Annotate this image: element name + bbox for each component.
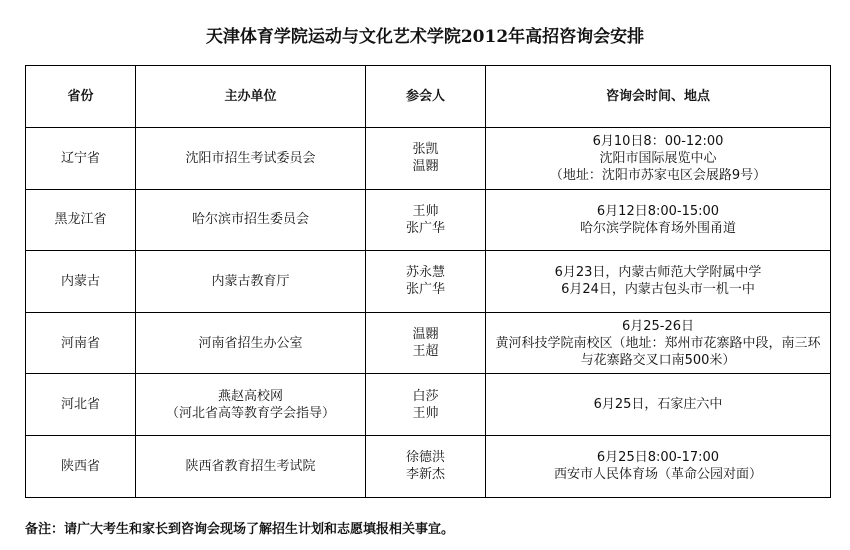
detail-line: 哈尔滨学院体育场外围甬道 xyxy=(579,220,736,236)
header-organizer: 主办单位 xyxy=(136,66,366,128)
detail-line: （地址：沈阳市苏家屯区会展路9号） xyxy=(549,167,767,183)
detail-line: 6月10日8：00-12:00 xyxy=(592,133,724,149)
attendees-cell xyxy=(366,435,486,497)
organizer-line: 哈尔滨市招生委员会 xyxy=(191,212,309,228)
table-row xyxy=(26,435,831,497)
header-time-location: 咨询会时间、地点 xyxy=(486,66,831,128)
attendee-name: 张广华 xyxy=(405,282,445,298)
organizer-line: 沈阳市招生考试委员会 xyxy=(185,150,316,166)
organizer-cell xyxy=(136,128,366,190)
attendee-name: 李新杰 xyxy=(405,467,445,483)
footnote: 备注：请广大考生和家长到咨询会现场了解招生计划和志愿填报相关事宜。 xyxy=(25,522,455,537)
attendees-cell xyxy=(366,374,486,436)
organizer-cell xyxy=(136,251,366,313)
attendee-name: 张广华 xyxy=(405,220,445,236)
detail-line: 6月23日，内蒙古师范大学附属中学 xyxy=(554,265,762,281)
organizer-cell xyxy=(136,312,366,374)
attendee-name: 苏永慧 xyxy=(405,265,445,281)
page-title: 天津体育学院运动与文化艺术学院2012年高招咨询会安排 xyxy=(205,27,645,47)
detail-line: 6月25-26日 xyxy=(621,318,695,334)
attendees-cell xyxy=(366,312,486,374)
attendee-name: 温翾 xyxy=(412,327,439,343)
attendee-name: 温翾 xyxy=(412,159,439,175)
detail-line: 6月24日，内蒙古包头市一机一中 xyxy=(561,282,755,298)
details-cell xyxy=(486,251,831,313)
attendee-name: 张凯 xyxy=(412,142,439,158)
header-attendees: 参会人 xyxy=(366,66,486,128)
province-cell: 陕西省 xyxy=(26,435,136,497)
details-cell xyxy=(486,312,831,374)
attendee-name: 王帅 xyxy=(412,405,439,421)
organizer-cell xyxy=(136,435,366,497)
attendee-name: 徐德洪 xyxy=(405,450,445,466)
attendee-name: 王超 xyxy=(412,344,439,360)
table-row xyxy=(26,312,831,374)
table-header-row xyxy=(26,66,831,128)
details-cell xyxy=(486,189,831,251)
attendees-cell xyxy=(366,189,486,251)
detail-line: 6月25日，石家庄六中 xyxy=(593,397,723,413)
province-cell: 辽宁省 xyxy=(26,128,136,190)
organizer-cell xyxy=(136,189,366,251)
organizer-line: （河北省高等教育学会指导） xyxy=(165,405,335,421)
header-province: 省份 xyxy=(26,66,136,128)
province-cell: 河北省 xyxy=(26,374,136,436)
schedule-table xyxy=(25,65,831,498)
attendee-name: 王帅 xyxy=(412,203,439,219)
attendees-cell xyxy=(366,251,486,313)
attendees-cell xyxy=(366,128,486,190)
table-row xyxy=(26,128,831,190)
details-cell xyxy=(486,128,831,190)
province-cell: 黑龙江省 xyxy=(26,189,136,251)
province-cell: 河南省 xyxy=(26,312,136,374)
detail-line: 与花寨路交叉口南500米） xyxy=(580,352,736,368)
detail-line: 沈阳市国际展览中心 xyxy=(599,150,717,166)
detail-line: 6月25日8:00-17:00 xyxy=(596,450,720,466)
details-cell xyxy=(486,374,831,436)
organizer-line: 陕西省教育招生考试院 xyxy=(185,458,316,474)
organizer-line: 河南省招生办公室 xyxy=(198,335,303,351)
attendee-name: 白莎 xyxy=(412,388,439,404)
detail-line: 6月12日8:00-15:00 xyxy=(596,203,720,219)
organizer-cell xyxy=(136,374,366,436)
table-row xyxy=(26,374,831,436)
details-cell xyxy=(486,435,831,497)
province-cell: 内蒙古 xyxy=(26,251,136,313)
table-row xyxy=(26,189,831,251)
detail-line: 黄河科技学院南校区（地址：郑州市花寨路中段，南三环 xyxy=(495,335,821,351)
organizer-line: 燕赵高校网 xyxy=(217,388,283,404)
detail-line: 西安市人民体育场（革命公园对面） xyxy=(553,467,762,483)
organizer-line: 内蒙古教育厅 xyxy=(211,273,290,289)
table-row xyxy=(26,251,831,313)
